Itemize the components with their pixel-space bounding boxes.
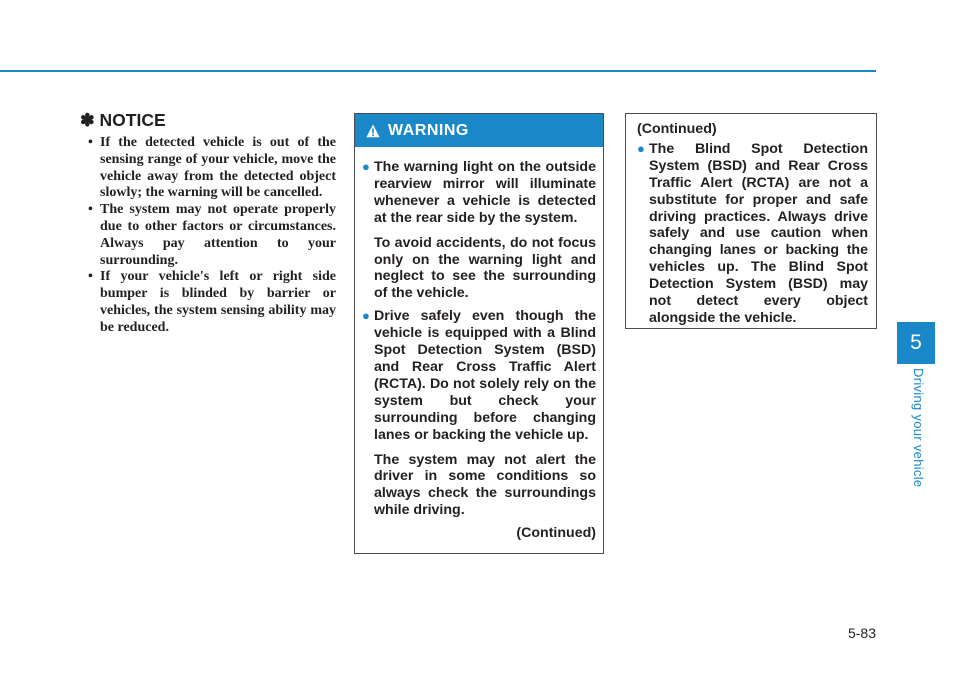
warning-paragraph: The system may not alert the driver in some conditions so always check the surroundings while driving. [374, 451, 596, 519]
bullet-icon: ● [362, 159, 370, 174]
notice-item: • If the detected vehicle is out of the sensing range of your vehicle, move the vehicle away from the detected object slowly; the warning will be cancelled. [88, 135, 336, 201]
warning-header [355, 114, 603, 147]
bullet-icon: ● [637, 140, 645, 156]
warning-title: WARNING [388, 121, 469, 139]
warning-item: ● The warning light on the outside rearview mirror will illuminate whenever a vehicle is detected at the rear side by the system. [362, 159, 596, 226]
notice-item: • The system may not operate properly due to other factors or circumstances. Always pay attention to your surrounding. [88, 202, 336, 268]
warning-item: ● Drive safely even though the vehicle is equipped with a Blind Spot Detection System (BSD) and Rear Cross Traffic Alert (RCTA). Do not solely rely on the system but check your surrounding before changing lanes or backing the vehicle up. [362, 308, 596, 443]
page-number: 5-83 [847, 625, 876, 641]
warning-paragraph: To avoid accidents, do not focus only on the warning light and neglect to see the surrounding of the vehicle. [374, 234, 596, 302]
continued-label: (Continued) [516, 525, 596, 542]
warning-triangle-icon [366, 124, 380, 138]
notice-title: ✽ NOTICE [80, 110, 166, 130]
notice-section [80, 110, 336, 337]
chapter-name: Driving your vehicle [911, 368, 926, 488]
continued-label: (Continued) [637, 121, 717, 137]
warning-item: ● The Blind Spot Detection System (BSD) and Rear Cross Traffic Alert (RCTA) are not a substitute for proper and safe driving practices. Always drive safely and use caution when changing lanes or backing the vehicles up. The Blind Spot Detection System (BSD) may not detect every object alongside the vehicle. [637, 140, 868, 326]
header-rule [0, 70, 876, 72]
warning-body [355, 147, 603, 542]
warning-box [354, 113, 604, 554]
chapter-number-tab: 5 [897, 322, 935, 364]
notice-item: • If your vehicle's left or right side bumper is blinded by barrier or vehicles, the system sensing ability may be reduced. [88, 269, 336, 335]
bullet-icon: ● [362, 308, 370, 324]
continued-warning-box [625, 113, 877, 329]
notice-list [80, 135, 336, 337]
